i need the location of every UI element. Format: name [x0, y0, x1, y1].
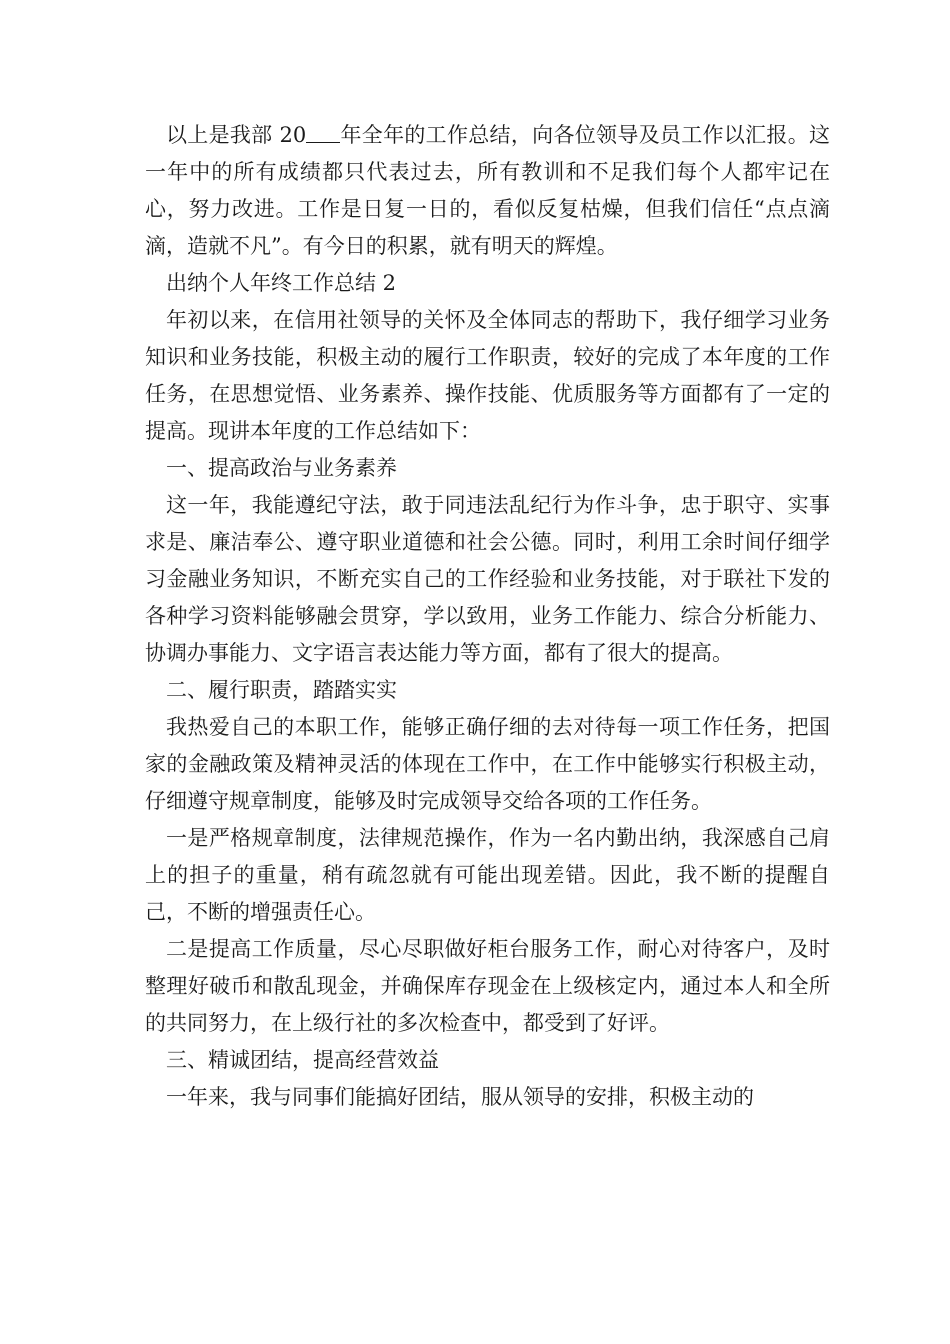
- paragraph-duties: 我热爱自己的本职工作，能够正确仔细的去对待每一项工作任务，把国家的金融政策及精神灵活的体现在工作中，在工作中能够实行积极主动，仔细遵守规章制度，能够及时完成领导交给各项的工作任务。: [145, 715, 830, 813]
- heading-teamwork: 三、精诚团结，提高经营效益: [166, 1048, 439, 1072]
- paragraph-quality: 二是提高工作质量，尽心尽职做好柜台服务工作，耐心对待客户，及时整理好破币和散乱现金，并确保库存现金在上级核定内，通过本人和全所的共同努力，在上级行社的多次检查中，都受到了好评。: [145, 937, 830, 1035]
- paragraph-text-end: 年全年的工作总结，向各位领导及员工作以汇报。这一年中的所有成绩都只代表过去，所有教训和不足我们每个人都牢记在心，努力改进。工作是日复一日的，看似反复枯燥，但我们信任“点点滴滴，造就不凡”。有今日的积累，就有明天的辉煌。: [145, 123, 831, 258]
- paragraph-text-start: 以上是我部 20: [166, 123, 307, 147]
- paragraph-summary-conclusion: [145, 117, 830, 265]
- paragraph-politics-business: 这一年，我能遵纪守法，敢于同违法乱纪行为作斗争，忠于职守、实事求是、廉洁奉公、遵守职业道德和社会公德。同时，利用工余时间仔细学习金融业务知识，不断充实自己的工作经验和业务技能，对于联社下发的各种学习资料能够融会贯穿，学以致用，业务工作能力、综合分析能力、协调办事能力、文字语言表达能力等方面，都有了很大的提高。: [145, 493, 830, 665]
- year-blank-underline: [306, 122, 340, 143]
- paragraph-rules: 一是严格规章制度，法律规范操作，作为一名内勤出纳，我深感自己肩上的担子的重量，稍有疏忽就有可能出现差错。因此，我不断的提醒自己，不断的增强责任心。: [145, 826, 830, 924]
- document-page: [145, 117, 830, 1116]
- heading-politics-business: 一、提高政治与业务素养: [166, 456, 397, 480]
- section-title: 出纳个人年终工作总结 2: [166, 271, 397, 295]
- heading-duties: 二、履行职责，踏踏实实: [166, 678, 397, 702]
- paragraph-intro: 年初以来，在信用社领导的关怀及全体同志的帮助下，我仔细学习业务知识和业务技能，积极主动的履行工作职责，较好的完成了本年度的工作任务，在思想觉悟、业务素养、操作技能、优质服务等方面都有了一定的提高。现讲本年度的工作总结如下：: [145, 308, 830, 443]
- paragraph-teamwork: 一年来，我与同事们能搞好团结，服从领导的安排，积极主动的: [166, 1085, 754, 1109]
